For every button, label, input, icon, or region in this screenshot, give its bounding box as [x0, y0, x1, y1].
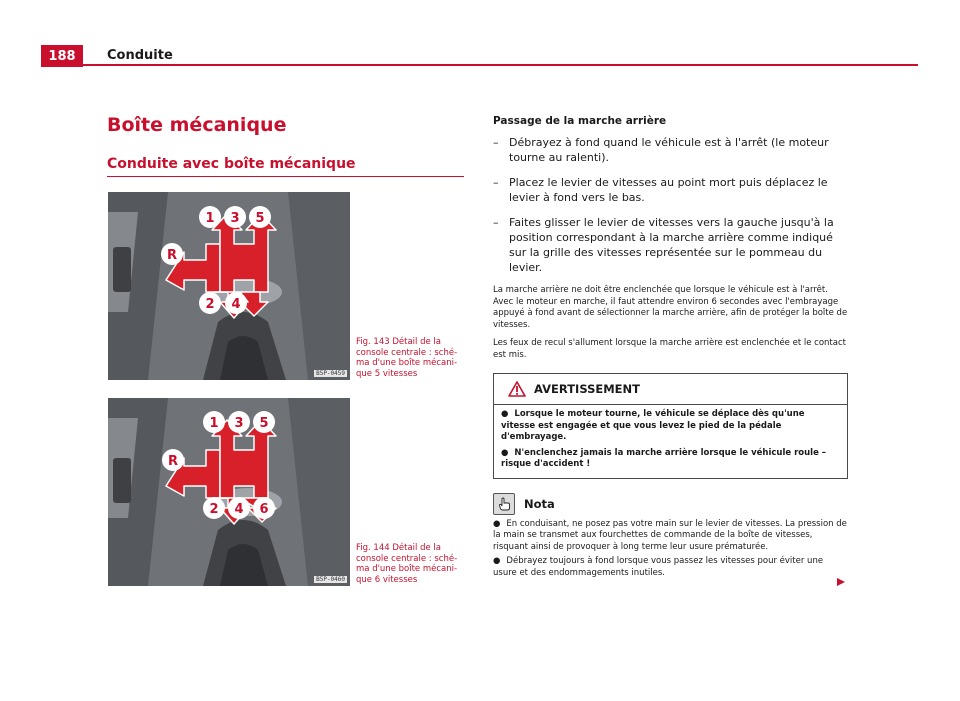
- page-title: Boîte mécanique: [107, 114, 287, 136]
- header-rule: [83, 64, 918, 66]
- next-page-arrow-icon[interactable]: [836, 577, 846, 587]
- gear-label: 4: [231, 297, 241, 312]
- note-title: Nota: [524, 496, 555, 511]
- note-section: [493, 493, 848, 580]
- gear-label: 2: [205, 297, 215, 312]
- note-item-text: En conduisant, ne posez pas votre main sur le levier de vitesses. La pression de la main se transmet aux fourchettes de commande de la boîte de vitesses, risquant ainsi de provoquer à long terme leur usure prématurée.: [493, 518, 847, 552]
- gear-label: 5: [255, 211, 265, 226]
- warning-box: [493, 373, 848, 479]
- gear-label: 3: [234, 416, 244, 431]
- note-item: ● Débrayez toujours à fond lorsque vous passez les vitesses pour éviter une usure et des endommagements inutiles.: [493, 556, 824, 578]
- figure-6-speed-gearbox: [108, 398, 350, 586]
- gear-label: 6: [259, 502, 269, 517]
- warning-item-text: N'enclenchez jamais la marche arrière lorsque le véhicule roule – risque d'accident !: [501, 447, 827, 469]
- section-title: Conduite: [107, 48, 173, 63]
- step: – Placez le levier de vitesses au point mort puis déplacez le levier à fond vers le bas.: [493, 175, 848, 205]
- figure-5-speed-gearbox: [108, 192, 350, 380]
- page-number: 188: [41, 45, 83, 67]
- reverse-heading: Passage de la marche arrière: [493, 115, 667, 127]
- warning-item: ● N'enclenchez jamais la marche arrière lorsque le véhicule roule – risque d'accident !: [501, 447, 827, 469]
- step: – Faites glisser le levier de vitesses vers la gauche jusqu'à la position correspondant à la marche arrière comme indiqué sur la grille des vitesses représentée sur le pommeau du levier.: [493, 215, 848, 275]
- warning-triangle-icon: [508, 381, 526, 397]
- paragraph: La marche arrière ne doit être enclenchée que lorsque le véhicule est à l'arrêt. Avec le moteur en marche, il faut attendre environ 6 secondes avec l'embrayage appuyé à fond avant de sélectionner la marche arrière, afin de protéger la boîte de vitesses.: [493, 285, 848, 330]
- note-item: ● En conduisant, ne posez pas votre main sur le levier de vitesses. La pression de la main se transmet aux fourchettes de commande de la boîte de vitesses, risquant ainsi de provoquer à long terme leur usure prématurée.: [493, 518, 847, 552]
- gear-label: 1: [209, 416, 219, 431]
- gearbox-illustration: [108, 398, 350, 586]
- gear-label: 2: [209, 502, 219, 517]
- figure-caption: Fig. 144 Détail de la console centrale : schéma d'une boîte mécanique 6 vitesses: [356, 543, 458, 585]
- warning-header: [494, 374, 847, 405]
- gear-label: 5: [259, 416, 269, 431]
- gear-label-reverse: R: [166, 248, 178, 263]
- right-column: [493, 115, 848, 582]
- warning-title: AVERTISSEMENT: [534, 382, 641, 396]
- subtitle-rule: [107, 176, 464, 177]
- figure-code: B5P-0460: [316, 576, 345, 583]
- gearbox-illustration: [108, 192, 350, 380]
- warning-item-text: Lorsque le moteur tourne, le véhicule se déplace dès qu'une vitesse est engagée et que vous levez le pied de la pédale d'embrayage.: [501, 409, 805, 442]
- step: – Débrayez à fond quand le véhicule est à l'arrêt (le moteur tourne au ralenti).: [493, 135, 848, 165]
- figure-code: B5P-0459: [316, 370, 345, 377]
- hand-pointer-icon: [493, 493, 515, 515]
- gear-label: 4: [234, 502, 244, 517]
- section-subtitle: Conduite avec boîte mécanique: [107, 156, 356, 172]
- warning-item: ● Lorsque le moteur tourne, le véhicule se déplace dès qu'une vitesse est engagée et que vous levez le pied de la pédale d'embrayage.: [501, 409, 805, 442]
- gear-label: 1: [205, 211, 215, 226]
- note-item-text: Débrayez toujours à fond lorsque vous passez les vitesses pour éviter une usure et des endommagements inutiles.: [493, 556, 824, 578]
- gear-label-reverse: R: [167, 454, 179, 469]
- gear-label: 3: [230, 211, 240, 226]
- paragraph: Les feux de recul s'allument lorsque la marche arrière est enclenchée et le contact est mis.: [493, 338, 846, 360]
- note-header: [493, 493, 848, 515]
- figure-caption: Fig. 143 Détail de la console centrale : schéma d'une boîte mécanique 5 vitesses: [356, 337, 458, 379]
